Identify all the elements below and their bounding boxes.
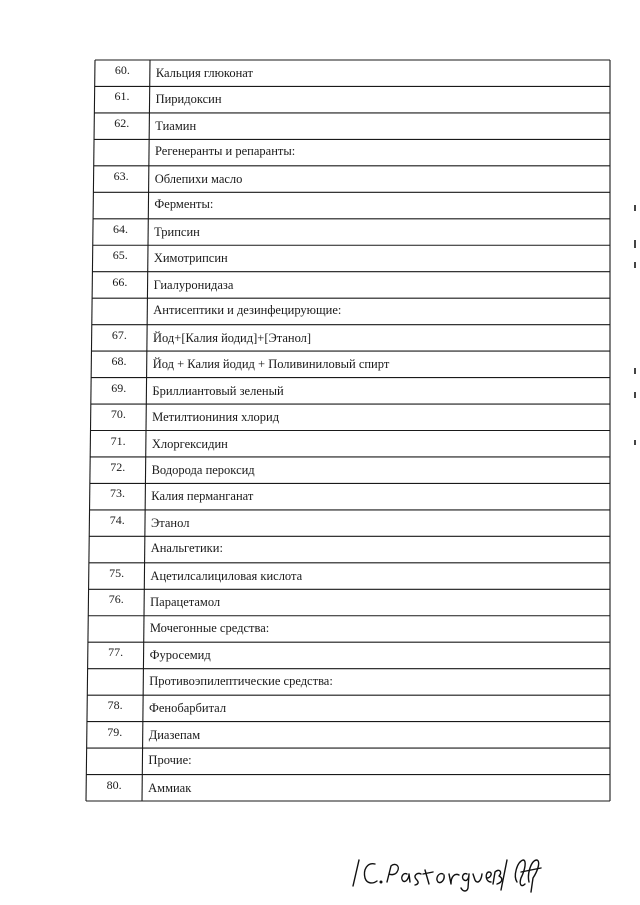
medicine-name: Водорода пероксид bbox=[151, 462, 255, 477]
row-number: 61. bbox=[114, 89, 130, 104]
medicine-name: Парацетамол bbox=[150, 595, 221, 610]
medicine-name: Облепихи масло bbox=[154, 171, 243, 186]
medicine-name: Тиамин bbox=[155, 118, 197, 133]
medicine-name: Аммиак bbox=[148, 780, 192, 795]
section-heading: Противоэпилептические средства: bbox=[149, 673, 333, 688]
row-number: 76. bbox=[108, 592, 124, 607]
row-number: 78. bbox=[107, 698, 123, 713]
medicine-name: Трипсин bbox=[154, 224, 200, 239]
row-number: 70. bbox=[110, 407, 126, 422]
medicine-name: Кальция глюконат bbox=[155, 66, 253, 80]
row-number: 74. bbox=[109, 512, 125, 527]
section-heading: Регенеранты и репаранты: bbox=[155, 144, 296, 159]
medicine-name: Фуросемид bbox=[149, 648, 211, 663]
section-heading: Прочие: bbox=[148, 753, 192, 768]
row-number: 65. bbox=[112, 248, 128, 263]
row-number: 64. bbox=[113, 221, 129, 236]
margin-mark bbox=[634, 392, 636, 398]
margin-mark bbox=[634, 240, 636, 248]
medicine-name: Метилтиониния хлорид bbox=[152, 410, 280, 425]
section-heading: Ферменты: bbox=[154, 197, 214, 212]
margin-mark bbox=[634, 440, 636, 445]
row-number: 66. bbox=[112, 274, 128, 289]
medicine-name: Калия перманганат bbox=[151, 489, 254, 504]
row-number: 60. bbox=[114, 63, 130, 77]
section-heading: Анальгетики: bbox=[150, 541, 223, 556]
row-number: 77. bbox=[108, 645, 124, 660]
medicine-name: Йод + Калия йодид + Поливиниловый спирт bbox=[152, 357, 390, 372]
section-heading: Антисептики и дезинфецирующие: bbox=[153, 303, 342, 318]
row-number: 75. bbox=[109, 565, 125, 580]
medicine-name: Бриллиантовый зеленый bbox=[152, 383, 284, 398]
row-number: 71. bbox=[110, 433, 126, 448]
medicine-name: Этанол bbox=[151, 515, 190, 530]
margin-mark bbox=[634, 205, 636, 211]
row-number: 73. bbox=[109, 486, 125, 501]
medicine-name: Хлоргексидин bbox=[151, 436, 228, 451]
medicine-name: Диазепам bbox=[148, 727, 201, 742]
margin-mark bbox=[634, 262, 636, 268]
row-number: 63. bbox=[113, 168, 129, 183]
medicine-name: Пиридоксин bbox=[155, 92, 222, 107]
row-number: 62. bbox=[114, 115, 130, 130]
medicine-name: Химотрипсин bbox=[153, 251, 228, 266]
row-number: 67. bbox=[111, 327, 127, 342]
row-number: 79. bbox=[107, 724, 123, 739]
margin-mark bbox=[634, 368, 636, 374]
row-number: 80. bbox=[106, 777, 122, 792]
row-number: 68. bbox=[111, 354, 127, 369]
medicine-name: Йод+[Калия йодид]+[Этанол] bbox=[153, 330, 312, 345]
medicine-name: Фенобарбитал bbox=[149, 701, 227, 716]
section-heading: Мочегонные средства: bbox=[149, 620, 270, 635]
row-number: 69. bbox=[111, 380, 127, 395]
medicine-name: Гиалуронидаза bbox=[153, 277, 234, 292]
medicine-name: Ацетилсалициловая кислота bbox=[150, 568, 303, 583]
row-number: 72. bbox=[110, 459, 126, 474]
handwritten-signature bbox=[345, 848, 545, 898]
